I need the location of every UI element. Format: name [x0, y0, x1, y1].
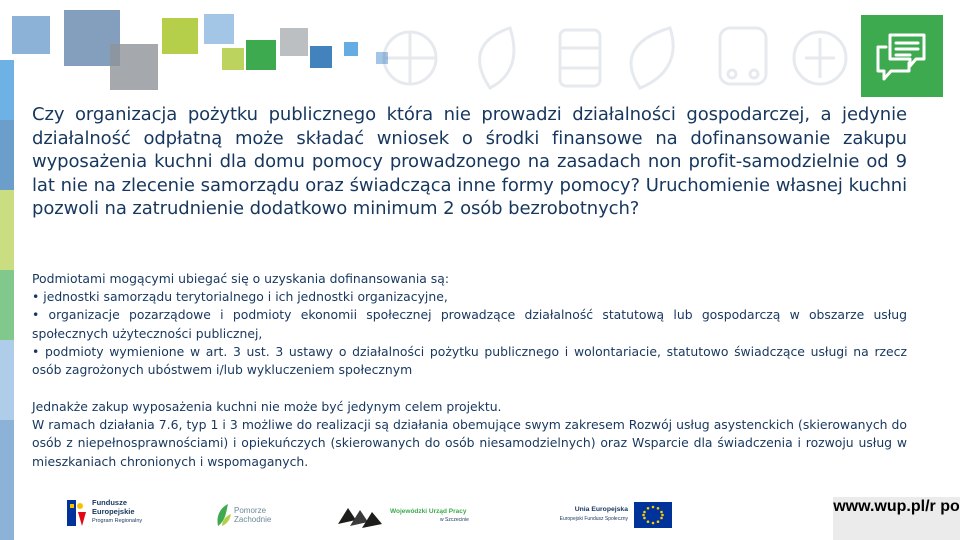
wup-logo-icon [338, 502, 386, 530]
eligibility-item: • podmioty wymienione w art. 3 ust. 3 ustawy o działalności pożytku publicznego i wolontariacie, statutowo świadczące usługi na rzecz osób zagrożonych ubóstwem i/lub wykluczeniem społecznym [32, 343, 907, 378]
logo-fundusze-europejskie [64, 494, 160, 534]
left-accent-bar [0, 60, 14, 540]
fe-logo-icon [64, 496, 88, 530]
note-line: Jednakże zakup wyposażenia kuchni nie może być jedynym celem projektu. [32, 399, 502, 414]
logo-unia-europejska [540, 502, 675, 532]
logo-wup-szczecin [338, 502, 478, 532]
logo-wup-line2: w Szczecinie [440, 517, 469, 523]
chat-bubbles-icon [874, 29, 930, 85]
eligibility-item: • organizacje pozarządowe i podmioty ekonomii społecznej prowadzące działalność statutową lub gospodarczą w obszarze usług społecznych użyteczności publicznej, [32, 307, 907, 341]
eligibility-section [32, 270, 907, 379]
note-paragraph: W ramach działania 7.6, typ 1 i 3 możliwe do realizacji są działania obemujące swym zakresem Rozwój usług asystenckich (skierowanych do osób z niepełnosprawnościami) i opiekuńczych (skierowanych do osób niesamodzielnych) oraz Wsparcie dla świadczenia i rozwoju usług w mieszkaniach chronionych i wspomaganych. [32, 417, 907, 469]
logo-fe-line2: Europejskie [92, 507, 135, 516]
pomorze-bird-icon [214, 502, 232, 528]
website-link[interactable]: www.wup.pl/r po [833, 497, 960, 540]
note-section [32, 398, 907, 471]
logo-fe-line3: Program Regionalny [92, 518, 143, 524]
logo-wup-line1: Wojewódzki Urząd Pracy [390, 508, 467, 515]
logo-pomorze-line1: Pomorze [234, 506, 267, 515]
eligibility-item: • jednostki samorządu terytorialnego i ich jednostki organizacyjne, [32, 289, 448, 305]
logo-ue-line2: Europejski Fundusz Społeczny [559, 516, 628, 522]
eu-flag-icon [634, 502, 672, 528]
eligibility-intro: Podmiotami mogącymi ubiegać się o uzyskania dofinansowania są: [32, 271, 450, 286]
logo-pomorze-line2: Zachodnie [234, 515, 272, 524]
chat-badge [861, 15, 943, 97]
question-heading: Czy organizacja pożytku publicznego która nie prowadzi działalności gospodarczej, a jedynie działalność odpłatną może składać wniosek o środki finansowe na dofinansowanie zakupu wyposażenia kuchni dla domu pomocy prowadzonego na zasadach non profit-samodzielnie od 9 lat nie na zlecenie samorządu oraz świadcząca inne formy pomocy? Uruchomienie własnej kuchni pozwoli na zatrudnienie dodatkowo minimum 2 osób bezrobotnych? [32, 104, 907, 219]
logo-pomorze-zachodnie [214, 500, 280, 532]
logo-fe-line1: Fundusze [92, 498, 127, 507]
logo-ue-line1: Unia Europejska [574, 506, 628, 513]
background-pattern-icon [380, 18, 850, 96]
